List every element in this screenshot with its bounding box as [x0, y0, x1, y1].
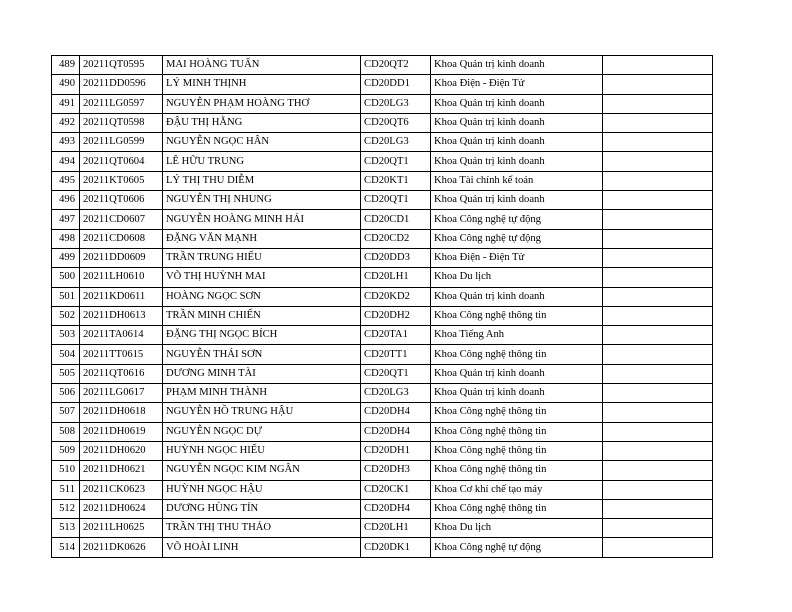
student-name-cell: NGUYỄN THỊ NHUNG: [163, 191, 361, 210]
student-name-cell: ĐẶNG VĂN MẠNH: [163, 229, 361, 248]
note-cell: [603, 499, 713, 518]
class-code-cell: CD20DD1: [361, 75, 431, 94]
student-name-cell: ĐẬU THỊ HẰNG: [163, 113, 361, 132]
note-cell: [603, 75, 713, 94]
class-code-cell: CD20DH2: [361, 306, 431, 325]
student-id-cell: 20211DD0596: [80, 75, 163, 94]
student-id-cell: 20211KT0605: [80, 171, 163, 190]
student-id-cell: 20211LG0599: [80, 133, 163, 152]
table-row: [52, 306, 713, 325]
note-cell: [603, 519, 713, 538]
note-cell: [603, 364, 713, 383]
student-id-cell: 20211DH0619: [80, 422, 163, 441]
student-id-cell: 20211QT0595: [80, 56, 163, 75]
student-name-cell: LÝ MINH THỊNH: [163, 75, 361, 94]
faculty-cell: Khoa Công nghệ thông tin: [431, 499, 603, 518]
faculty-cell: Khoa Công nghệ tự động: [431, 210, 603, 229]
note-cell: [603, 56, 713, 75]
faculty-cell: Khoa Công nghệ tự động: [431, 229, 603, 248]
student-name-cell: VÕ THỊ HUỲNH MAI: [163, 268, 361, 287]
table-row: [52, 403, 713, 422]
student-name-cell: NGUYỄN PHẠM HOÀNG THƠ: [163, 94, 361, 113]
table-row: [52, 384, 713, 403]
note-cell: [603, 191, 713, 210]
faculty-cell: Khoa Quản trị kinh doanh: [431, 384, 603, 403]
table-row: [52, 268, 713, 287]
student-id-cell: 20211LH0610: [80, 268, 163, 287]
class-code-cell: CD20LH1: [361, 519, 431, 538]
student-id-cell: 20211QT0616: [80, 364, 163, 383]
student-id-cell: 20211DD0609: [80, 248, 163, 267]
faculty-cell: Khoa Tài chính kế toán: [431, 171, 603, 190]
table-row: [52, 133, 713, 152]
student-name-cell: DƯƠNG MINH TÀI: [163, 364, 361, 383]
row-number-cell: 491: [52, 94, 80, 113]
faculty-cell: Khoa Quản trị kinh doanh: [431, 191, 603, 210]
student-name-cell: LÊ HỮU TRUNG: [163, 152, 361, 171]
table-row: [52, 287, 713, 306]
row-number-cell: 495: [52, 171, 80, 190]
note-cell: [603, 133, 713, 152]
class-code-cell: CD20KD2: [361, 287, 431, 306]
row-number-cell: 489: [52, 56, 80, 75]
student-id-cell: 20211CD0607: [80, 210, 163, 229]
class-code-cell: CD20DH4: [361, 499, 431, 518]
row-number-cell: 512: [52, 499, 80, 518]
table-row: [52, 326, 713, 345]
row-number-cell: 509: [52, 441, 80, 460]
student-name-cell: NGUYỄN HỒ TRUNG HẬU: [163, 403, 361, 422]
student-id-cell: 20211QT0598: [80, 113, 163, 132]
student-id-cell: 20211DH0618: [80, 403, 163, 422]
table-row: [52, 538, 713, 557]
class-code-cell: CD20QT6: [361, 113, 431, 132]
note-cell: [603, 171, 713, 190]
faculty-cell: Khoa Quản trị kinh doanh: [431, 152, 603, 171]
note-cell: [603, 326, 713, 345]
table-row: [52, 248, 713, 267]
student-id-cell: 20211LG0617: [80, 384, 163, 403]
student-name-cell: HUỲNH NGỌC HẬU: [163, 480, 361, 499]
table-row: [52, 364, 713, 383]
student-id-cell: 20211TT0615: [80, 345, 163, 364]
note-cell: [603, 480, 713, 499]
student-name-cell: VÕ HOÀI LINH: [163, 538, 361, 557]
student-name-cell: NGUYỄN NGỌC HÂN: [163, 133, 361, 152]
faculty-cell: Khoa Tiếng Anh: [431, 326, 603, 345]
student-id-cell: 20211DH0613: [80, 306, 163, 325]
table-row: [52, 152, 713, 171]
faculty-cell: Khoa Du lịch: [431, 268, 603, 287]
note-cell: [603, 210, 713, 229]
row-number-cell: 497: [52, 210, 80, 229]
note-cell: [603, 384, 713, 403]
student-id-cell: 20211DK0626: [80, 538, 163, 557]
faculty-cell: Khoa Công nghệ tự động: [431, 538, 603, 557]
student-name-cell: TRẦN MINH CHIẾN: [163, 306, 361, 325]
class-code-cell: CD20TA1: [361, 326, 431, 345]
note-cell: [603, 229, 713, 248]
roster-body: [52, 56, 713, 558]
student-id-cell: 20211DH0624: [80, 499, 163, 518]
row-number-cell: 508: [52, 422, 80, 441]
note-cell: [603, 345, 713, 364]
student-name-cell: TRẦN TRUNG HIẾU: [163, 248, 361, 267]
table-row: [52, 113, 713, 132]
student-name-cell: PHẠM MINH THÀNH: [163, 384, 361, 403]
student-id-cell: 20211LH0625: [80, 519, 163, 538]
student-id-cell: 20211DH0621: [80, 461, 163, 480]
student-id-cell: 20211LG0597: [80, 94, 163, 113]
note-cell: [603, 248, 713, 267]
table-row: [52, 441, 713, 460]
class-code-cell: CD20LG3: [361, 94, 431, 113]
row-number-cell: 499: [52, 248, 80, 267]
note-cell: [603, 461, 713, 480]
note-cell: [603, 422, 713, 441]
row-number-cell: 514: [52, 538, 80, 557]
student-name-cell: NGUYỄN THÁI SƠN: [163, 345, 361, 364]
student-id-cell: 20211DH0620: [80, 441, 163, 460]
class-code-cell: CD20DH3: [361, 461, 431, 480]
row-number-cell: 492: [52, 113, 80, 132]
class-code-cell: CD20CD1: [361, 210, 431, 229]
row-number-cell: 507: [52, 403, 80, 422]
class-code-cell: CD20DH1: [361, 441, 431, 460]
student-id-cell: 20211KD0611: [80, 287, 163, 306]
faculty-cell: Khoa Công nghệ thông tin: [431, 306, 603, 325]
student-name-cell: NGUYỄN NGỌC DỰ: [163, 422, 361, 441]
note-cell: [603, 287, 713, 306]
faculty-cell: Khoa Quản trị kinh doanh: [431, 364, 603, 383]
student-name-cell: NGUYỄN HOÀNG MINH HẢI: [163, 210, 361, 229]
row-number-cell: 504: [52, 345, 80, 364]
class-code-cell: CD20LH1: [361, 268, 431, 287]
table-row: [52, 210, 713, 229]
row-number-cell: 505: [52, 364, 80, 383]
student-name-cell: NGUYỄN NGỌC KIM NGÂN: [163, 461, 361, 480]
row-number-cell: 506: [52, 384, 80, 403]
class-code-cell: CD20KT1: [361, 171, 431, 190]
class-code-cell: CD20QT1: [361, 152, 431, 171]
row-number-cell: 513: [52, 519, 80, 538]
class-code-cell: CD20QT2: [361, 56, 431, 75]
faculty-cell: Khoa Quản trị kinh doanh: [431, 287, 603, 306]
note-cell: [603, 403, 713, 422]
student-id-cell: 20211CD0608: [80, 229, 163, 248]
student-name-cell: DƯƠNG HÙNG TÍN: [163, 499, 361, 518]
table-row: [52, 345, 713, 364]
faculty-cell: Khoa Quản trị kinh doanh: [431, 133, 603, 152]
table-row: [52, 229, 713, 248]
note-cell: [603, 538, 713, 557]
student-roster-table: [51, 55, 713, 558]
row-number-cell: 510: [52, 461, 80, 480]
table-row: [52, 519, 713, 538]
faculty-cell: Khoa Điện - Điện Tử: [431, 248, 603, 267]
faculty-cell: Khoa Điện - Điện Tử: [431, 75, 603, 94]
student-name-cell: HUỲNH NGỌC HIẾU: [163, 441, 361, 460]
student-name-cell: ĐẶNG THỊ NGỌC BÍCH: [163, 326, 361, 345]
faculty-cell: Khoa Công nghệ thông tin: [431, 403, 603, 422]
class-code-cell: CD20DK1: [361, 538, 431, 557]
row-number-cell: 503: [52, 326, 80, 345]
row-number-cell: 494: [52, 152, 80, 171]
faculty-cell: Khoa Công nghệ thông tin: [431, 441, 603, 460]
student-id-cell: 20211CK0623: [80, 480, 163, 499]
faculty-cell: Khoa Công nghệ thông tin: [431, 422, 603, 441]
table-row: [52, 422, 713, 441]
row-number-cell: 490: [52, 75, 80, 94]
table-row: [52, 191, 713, 210]
row-number-cell: 502: [52, 306, 80, 325]
table-row: [52, 94, 713, 113]
faculty-cell: Khoa Quản trị kinh doanh: [431, 94, 603, 113]
class-code-cell: CD20DH4: [361, 403, 431, 422]
row-number-cell: 500: [52, 268, 80, 287]
faculty-cell: Khoa Công nghệ thông tin: [431, 345, 603, 364]
class-code-cell: CD20CD2: [361, 229, 431, 248]
student-name-cell: LÝ THỊ THU DIỄM: [163, 171, 361, 190]
student-name-cell: HOÀNG NGỌC SƠN: [163, 287, 361, 306]
class-code-cell: CD20CK1: [361, 480, 431, 499]
note-cell: [603, 152, 713, 171]
table-row: [52, 75, 713, 94]
student-id-cell: 20211QT0604: [80, 152, 163, 171]
class-code-cell: CD20LG3: [361, 384, 431, 403]
row-number-cell: 496: [52, 191, 80, 210]
class-code-cell: CD20QT1: [361, 364, 431, 383]
note-cell: [603, 306, 713, 325]
class-code-cell: CD20DH4: [361, 422, 431, 441]
table-row: [52, 499, 713, 518]
class-code-cell: CD20TT1: [361, 345, 431, 364]
faculty-cell: Khoa Công nghệ thông tin: [431, 461, 603, 480]
note-cell: [603, 268, 713, 287]
table-row: [52, 56, 713, 75]
student-name-cell: TRẦN THỊ THU THẢO: [163, 519, 361, 538]
row-number-cell: 498: [52, 229, 80, 248]
note-cell: [603, 94, 713, 113]
table-row: [52, 171, 713, 190]
note-cell: [603, 441, 713, 460]
table-row: [52, 461, 713, 480]
student-name-cell: MAI HOÀNG TUẤN: [163, 56, 361, 75]
faculty-cell: Khoa Du lịch: [431, 519, 603, 538]
row-number-cell: 511: [52, 480, 80, 499]
row-number-cell: 501: [52, 287, 80, 306]
faculty-cell: Khoa Quản trị kinh doanh: [431, 113, 603, 132]
note-cell: [603, 113, 713, 132]
table-row: [52, 480, 713, 499]
row-number-cell: 493: [52, 133, 80, 152]
faculty-cell: Khoa Quản trị kinh doanh: [431, 56, 603, 75]
student-id-cell: 20211TA0614: [80, 326, 163, 345]
class-code-cell: CD20DD3: [361, 248, 431, 267]
class-code-cell: CD20QT1: [361, 191, 431, 210]
faculty-cell: Khoa Cơ khí chế tạo máy: [431, 480, 603, 499]
student-id-cell: 20211QT0606: [80, 191, 163, 210]
class-code-cell: CD20LG3: [361, 133, 431, 152]
